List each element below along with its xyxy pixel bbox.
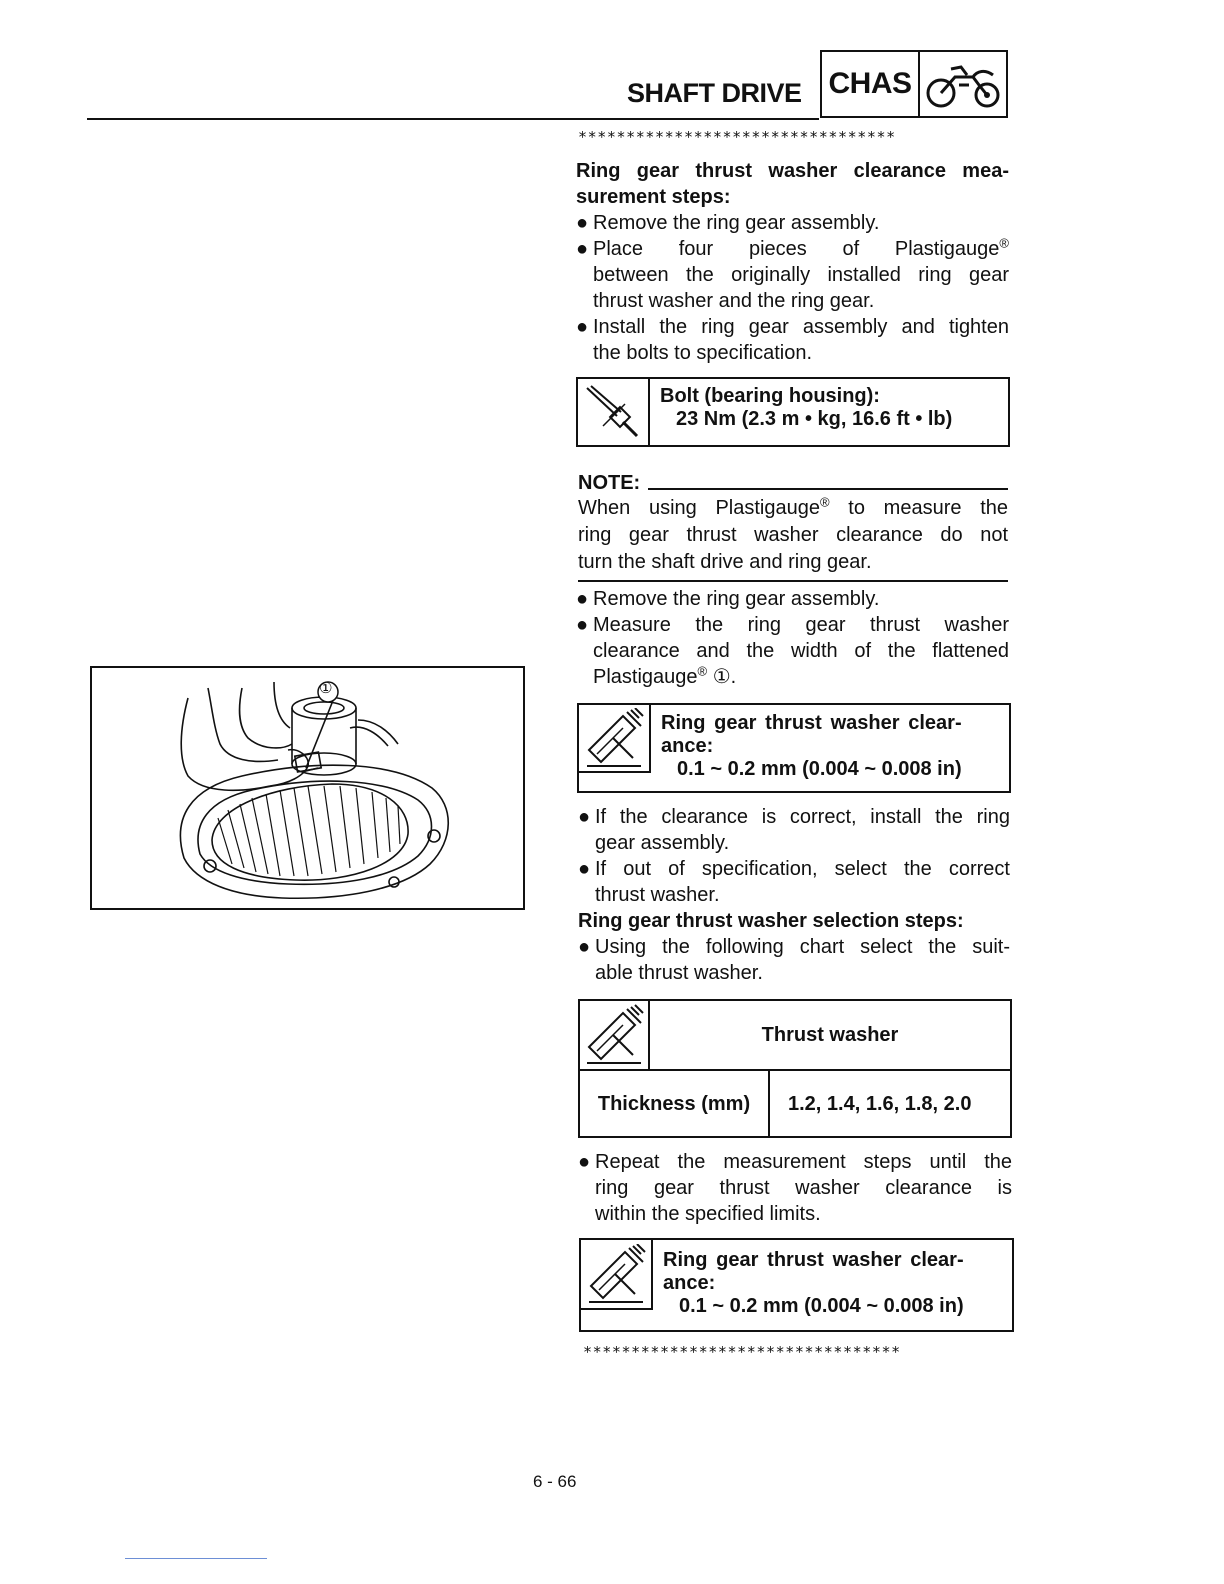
steps-heading-line1: Ring gear thrust washer clearance mea-	[576, 160, 1009, 182]
callout-ref: ①.	[712, 666, 737, 688]
bullet-icon: ●	[576, 316, 589, 338]
motorcycle-icon	[920, 52, 1006, 116]
list-item: ● Install the ring gear assembly and tighten the bolts to specification.	[576, 316, 1009, 364]
note-rule-top	[648, 488, 1008, 490]
note-rule-bottom	[578, 580, 1008, 582]
clearance-spec-value: 0.1 ~ 0.2 mm (0.004 ~ 0.008 in)	[677, 758, 962, 780]
list-item: ● If the clearance is correct, install the ring gear assembly.	[578, 806, 1010, 854]
callout-number: ①	[319, 680, 333, 697]
repeat-steps	[578, 1149, 1012, 1227]
bullet-icon: ●	[576, 238, 589, 260]
ring-gear-illustration	[90, 666, 525, 910]
note-block: NOTE: When using Plastigauge® to measure the ring gear thrust washer clearance do not turn the shaft drive and ring gear.	[578, 472, 1008, 582]
bullet-icon: ●	[576, 588, 589, 610]
caliper-icon	[580, 1001, 650, 1069]
clearance-spec-label: Ring gear thrust washer clear-	[663, 1249, 964, 1271]
list-item: ● Repeat the measurement steps until the ring gear thrust washer clearance is within the specified limits.	[578, 1151, 1012, 1225]
footer-rule	[125, 1558, 267, 1559]
bullet-icon: ●	[576, 212, 589, 234]
clearance-spec-box: Ring gear thrust washer clear- ance: 0.1 ~ 0.2 mm (0.004 ~ 0.008 in)	[577, 703, 1011, 793]
registered-mark: ®	[999, 235, 1009, 251]
clearance-spec-value: 0.1 ~ 0.2 mm (0.004 ~ 0.008 in)	[679, 1295, 964, 1317]
bullet-icon: ●	[578, 1151, 591, 1173]
ring-gear-drawing	[92, 668, 523, 908]
clearance-spec-label: Ring gear thrust washer clear-	[661, 712, 962, 734]
selection-heading: Ring gear thrust washer selection steps:	[578, 910, 964, 932]
steps-heading-line2: surement steps:	[576, 186, 731, 208]
torque-wrench-icon	[578, 379, 650, 445]
table-header: Thrust washer	[761, 1023, 899, 1046]
page-title: SHAFT DRIVE	[627, 78, 802, 108]
bullet-icon: ●	[578, 936, 591, 958]
clearance-spec-box-2: Ring gear thrust washer clear- ance: 0.1 ~ 0.2 mm (0.004 ~ 0.008 in)	[579, 1238, 1014, 1332]
torque-spec-box	[576, 377, 1010, 447]
list-item: ● Measure the ring gear thrust washer clearance and the width of the flattened Plastigauge® ①.	[576, 614, 1009, 688]
torque-spec-value: 23 Nm (2.3 m • kg, 16.6 ft • lb)	[676, 408, 953, 430]
page-number: 6 - 66	[533, 1472, 577, 1491]
measurement-steps	[576, 158, 1009, 366]
note-label: NOTE:	[578, 472, 641, 494]
bullet-icon: ●	[576, 614, 589, 636]
list-item: ● Place four pieces of Plastigauge® between the originally installed ring gear thrust washer and the ring gear.	[576, 235, 1009, 312]
badge-label: CHAS	[822, 52, 920, 116]
separator-stars-bottom: *********************************	[583, 1343, 901, 1361]
bullet-icon: ●	[578, 858, 591, 880]
thrust-washer-table	[578, 999, 1012, 1138]
section-badge	[820, 50, 1008, 118]
list-item: ● Remove the ring gear assembly.	[576, 212, 880, 234]
torque-spec-label: Bolt (bearing housing):	[660, 385, 880, 407]
header-rule	[87, 118, 819, 120]
list-item: ● Remove the ring gear assembly.	[576, 588, 880, 610]
table-row-value: 1.2, 1.4, 1.6, 1.8, 2.0	[788, 1093, 972, 1115]
separator-stars-top: *********************************	[578, 128, 896, 146]
list-item: ● If out of specification, select the correct thrust washer.	[578, 858, 1010, 906]
list-item: ● Using the following chart select the suit- able thrust washer.	[578, 936, 1010, 984]
table-row-label: Thickness (mm)	[580, 1071, 770, 1138]
caliper-icon	[579, 705, 651, 773]
measure-steps	[576, 586, 1009, 690]
bullet-icon: ●	[578, 806, 591, 828]
caliper-icon	[581, 1240, 653, 1310]
selection-steps	[578, 804, 1010, 986]
